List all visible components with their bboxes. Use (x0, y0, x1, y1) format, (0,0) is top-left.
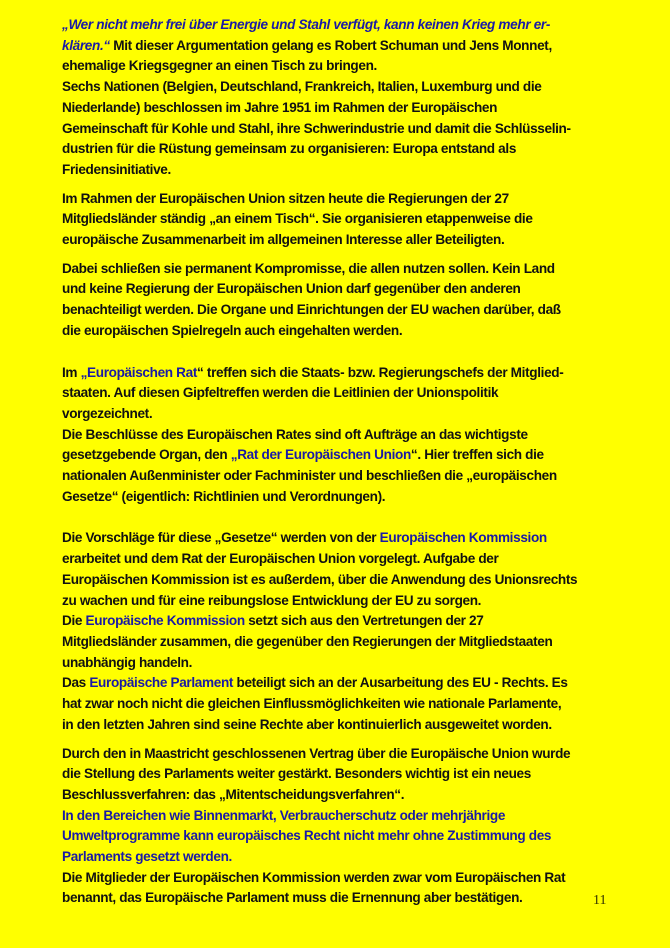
text-segment: unabhängig handeln. (62, 654, 193, 670)
paragraph-spacer (62, 181, 622, 189)
text-line (62, 279, 622, 300)
text-line (62, 653, 622, 674)
text-segment: Die Vorschläge für diese „Gesetze“ werden von der (62, 530, 380, 546)
text-line (62, 591, 622, 612)
text-segment: europäische Zusammenarbeit im allgemeinen Interesse aller Beteiligten. (62, 232, 505, 248)
text-line (62, 36, 622, 57)
text-segment: beteiligt sich an der Ausarbeitung des EU - Rechts. Es (233, 675, 568, 691)
text-line (62, 404, 622, 425)
text-segment: die Stellung des Parlaments weiter gestärkt. Besonders wichtig ist ein neues (62, 766, 531, 782)
text-line (62, 715, 622, 736)
text-line (62, 549, 622, 570)
text-line (62, 764, 622, 785)
text-line (62, 98, 622, 119)
text-line (62, 300, 622, 321)
text-segment: Beschlussverfahren: das „Mitentscheidungsverfahren“. (62, 786, 405, 802)
text-line (62, 259, 622, 280)
highlighted-term: „Rat der Europäischen Union (230, 447, 411, 463)
highlighted-term: klären.“ (62, 37, 110, 53)
text-segment: Das (62, 675, 90, 691)
highlighted-term: Europäische Kommission (85, 613, 245, 629)
highlighted-term: In den Bereichen wie Binnenmarkt, Verbraucherschutz oder mehrjährige (62, 807, 506, 823)
text-line (62, 209, 622, 230)
text-line (62, 15, 622, 36)
text-segment: benachteiligt werden. Die Organe und Einrichtungen der EU wachen darüber, daß (62, 302, 561, 318)
text-segment: erarbeitet und dem Rat der Europäischen Union vorgelegt. Aufgabe der (62, 551, 499, 567)
text-segment: Die Mitglieder der Europäischen Kommission werden zwar vom Europäischen Rat (62, 869, 566, 885)
text-segment: und keine Regierung der Europäischen Union darf gegenüber den anderen (62, 281, 521, 297)
text-line (62, 570, 622, 591)
text-segment: Im Rahmen der Europäischen Union sitzen heute die Regierungen der 27 (62, 190, 509, 206)
text-segment: Mit dieser Argumentation gelang es Robert Schuman und Jens Monnet, (109, 37, 552, 53)
text-segment: Gemeinschaft für Kohle und Stahl, ihre Schwerindustrie und damit die Schlüsselin- (62, 120, 571, 136)
text-line (62, 826, 622, 847)
text-segment: Mitgliedsländer zusammen, die gegenüber den Regierungen der Mitgliedstaaten (62, 633, 553, 649)
text-segment: Dabei schließen sie permanent Kompromisse, die allen nutzen sollen. Kein Land (62, 260, 555, 276)
highlighted-term: Parlaments gesetzt werden. (62, 849, 232, 865)
text-line (62, 466, 622, 487)
paragraph-council (62, 363, 622, 508)
text-line (62, 139, 622, 160)
text-segment: Mitgliedsländer ständig „an einem Tisch“. Sie organisieren etappenweise die (62, 211, 533, 227)
text-line (62, 785, 622, 806)
text-segment: Niederlande) beschlossen im Jahre 1951 im Rahmen der Europäischen (62, 99, 498, 115)
text-segment: in den letzten Jahren sind seine Rechte aber kontinuierlich ausgeweitet worden. (62, 716, 552, 732)
paragraph-spacer (62, 342, 622, 363)
text-segment: die europäischen Spielregeln auch eingehalten werden. (62, 322, 403, 338)
text-line (62, 528, 622, 549)
highlighted-term: Europäische Parlament (89, 675, 234, 691)
page-number: 11 (593, 893, 607, 908)
text-line (62, 383, 622, 404)
text-line (62, 56, 622, 77)
text-line (62, 806, 622, 827)
text-line (62, 487, 622, 508)
text-line (62, 445, 622, 466)
text-segment: gesetzgebende Organ, den (62, 447, 231, 463)
text-segment: Friedensinitiative. (62, 161, 171, 177)
highlighted-term: Umweltprogramme kann europäisches Recht nicht mehr ohne Zustimmung des (62, 828, 552, 844)
paragraph-commission-parliament (62, 528, 622, 735)
paragraph-maastricht (62, 744, 622, 910)
text-segment: Durch den in Maastricht geschlossenen Vertrag über die Europäische Union wurde (62, 745, 571, 761)
text-line (62, 425, 622, 446)
paragraph-intro (62, 15, 622, 181)
paragraph-spacer (62, 507, 622, 528)
text-line (62, 160, 622, 181)
highlighted-term: „Europäischen Rat (80, 364, 198, 380)
text-line (62, 694, 622, 715)
text-line (62, 363, 622, 384)
text-line (62, 632, 622, 653)
text-line (62, 744, 622, 765)
text-segment: Sechs Nationen (Belgien, Deutschland, Frankreich, Italien, Luxemburg und die (62, 79, 542, 95)
text-line (62, 77, 622, 98)
paragraph-spacer (62, 251, 622, 259)
document-page (62, 15, 622, 909)
text-segment: “. Hier treffen sich die (410, 447, 544, 463)
text-line (62, 888, 622, 909)
paragraph-spacer (62, 736, 622, 744)
text-line (62, 230, 622, 251)
text-line (62, 868, 622, 889)
text-segment: staaten. Auf diesen Gipfeltreffen werden die Leitlinien der Unionspolitik (62, 385, 499, 401)
text-segment: nationalen Außenminister oder Fachminister und beschließen die „europäischen (62, 468, 557, 484)
text-segment: Im (62, 364, 81, 380)
text-segment: dustrien für die Rüstung gemeinsam zu organisieren: Europa entstand als (62, 141, 517, 157)
text-segment: vorgezeichnet. (62, 405, 153, 421)
text-segment: hat zwar noch nicht die gleichen Einflussmöglichkeiten wie nationale Parlamente, (62, 696, 562, 712)
text-line (62, 847, 622, 868)
text-segment: zu wachen und für eine reibungslose Entwicklung der EU zu sorgen. (62, 592, 482, 608)
text-segment: ehemalige Kriegsgegner an einen Tisch zu bringen. (62, 58, 377, 74)
highlighted-term: Europäischen Kommission (379, 530, 547, 546)
text-segment: Gesetze“ (eigentlich: Richtlinien und Verordnungen). (62, 488, 386, 504)
text-segment: benannt, das Europäische Parlament muss die Ernennung aber bestätigen. (62, 890, 523, 906)
text-line (62, 611, 622, 632)
paragraph-compromises (62, 259, 622, 342)
text-line (62, 189, 622, 210)
text-line (62, 673, 622, 694)
paragraph-union-table (62, 189, 622, 251)
text-segment: setzt sich aus den Vertretungen der 27 (244, 613, 484, 629)
text-line (62, 119, 622, 140)
text-segment: Die Beschlüsse des Europäischen Rates sind oft Aufträge an das wichtigste (62, 426, 528, 442)
text-segment: “ treffen sich die Staats- bzw. Regierungschefs der Mitglied- (197, 364, 564, 380)
text-segment: Europäischen Kommission ist es außerdem, über die Anwendung des Unionsrechts (62, 571, 578, 587)
text-segment: Die (62, 613, 86, 629)
highlighted-term: „Wer nicht mehr frei über Energie und Stahl verfügt, kann keinen Krieg mehr er- (62, 17, 551, 32)
text-line (62, 321, 622, 342)
